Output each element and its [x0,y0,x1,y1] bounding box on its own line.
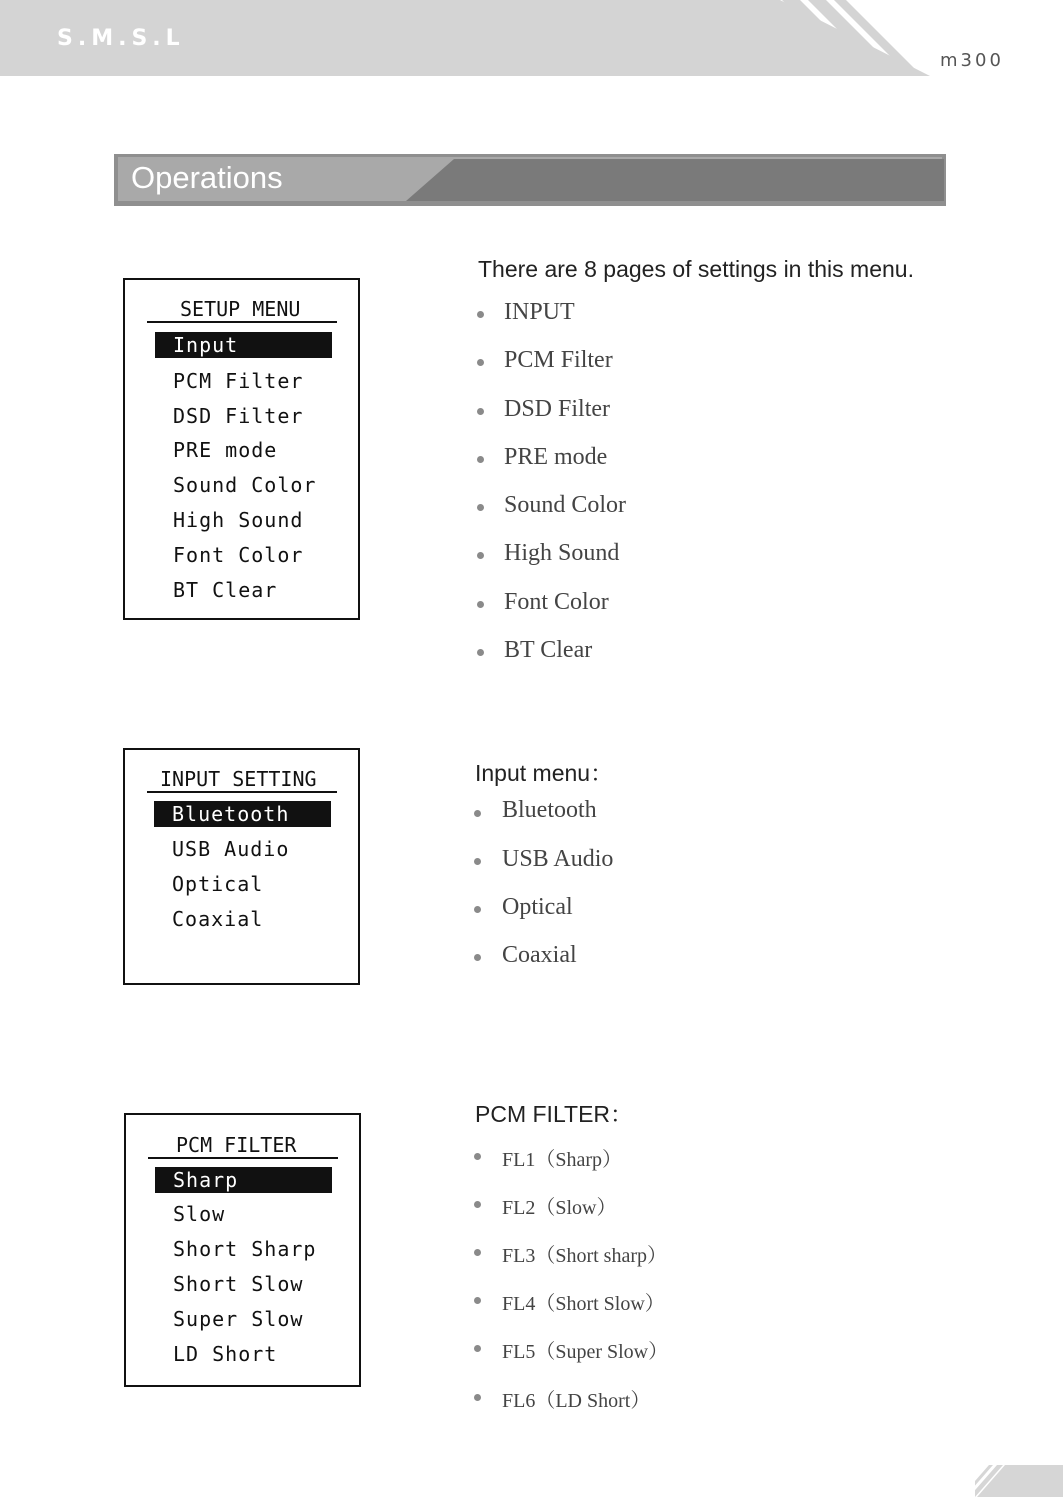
section-title: Operations [131,160,283,195]
pcm-filter-screen [124,1113,361,1387]
setup-menu-screen [123,278,360,620]
setup-menu-item: DSD Filter [173,404,304,428]
pcm-filter-item: Slow [173,1202,226,1226]
pcm-filter-item: Short Sharp [173,1237,317,1261]
setup-menu-item: High Sound [173,508,304,532]
brand-logo: S.M.S.L [57,26,185,51]
input-setting-screen [123,748,360,985]
setup-menu-item: Input [155,332,332,358]
setup-menu-item: PRE mode [173,438,278,462]
setup-list-item: Font Color [504,589,609,615]
pcm-list-item: FL4（Short Slow） [502,1293,665,1315]
setup-list-item: PCM Filter [504,347,613,373]
bullet-icon [474,1345,481,1352]
input-list-item: Optical [502,894,573,920]
bullet-icon [474,954,481,961]
bullet-icon [474,1297,481,1304]
model-name: m300 [940,50,1004,71]
pcm-filter-item: Super Slow [173,1307,304,1331]
bullet-icon [474,1201,481,1208]
input-setting-item: Bluetooth [154,801,331,827]
pcm-list-item: FL3（Short sharp） [502,1245,667,1267]
pcm-filter-title: PCM FILTER [176,1133,297,1157]
input-intro: Input menu： [475,760,614,786]
pcm-list-item: FL6（LD Short） [502,1390,651,1412]
setup-list-item: Sound Color [504,492,627,518]
bullet-icon [477,408,484,415]
bullet-icon [474,1394,481,1401]
bullet-icon [477,552,484,559]
bullet-icon [474,1249,481,1256]
input-setting-item: Coaxial [172,907,264,931]
bullet-icon [477,504,484,511]
setup-menu-item: BT Clear [173,578,278,602]
pcm-list-item: FL2（Slow） [502,1197,617,1219]
setup-list-item: PRE mode [504,444,608,470]
pcm-filter-item: LD Short [173,1342,278,1366]
setup-list-item: INPUT [504,299,575,325]
setup-menu-item: Font Color [173,543,304,567]
bullet-icon [477,649,484,656]
setup-menu-item: Sound Color [173,473,317,497]
setup-list-item: DSD Filter [504,396,611,422]
input-list-item: Bluetooth [502,797,597,823]
setup-list-item: BT Clear [504,637,593,663]
pcm-intro: PCM FILTER： [475,1101,634,1127]
pcm-list-item: FL5（Super Slow） [502,1341,669,1363]
bullet-icon [474,906,481,913]
pcm-filter-rule [148,1157,338,1159]
input-setting-item: Optical [172,872,264,896]
setup-menu-rule [147,321,337,323]
bullet-icon [474,810,481,817]
pcm-filter-item: Sharp [155,1167,332,1193]
corner-decoration [975,1465,1063,1497]
setup-menu-title: SETUP MENU [180,297,301,321]
input-list-item: USB Audio [502,846,614,872]
input-setting-item: USB Audio [172,837,290,861]
bullet-icon [477,601,484,608]
setup-list-item: High Sound [504,540,620,566]
bullet-icon [474,1153,481,1160]
bullet-icon [474,858,481,865]
bullet-icon [477,456,484,463]
setup-intro: There are 8 pages of settings in this menu. [478,256,914,282]
input-setting-rule [147,791,337,793]
input-setting-title: INPUT SETTING [160,767,317,791]
setup-menu-item: PCM Filter [173,369,304,393]
bullet-icon [477,359,484,366]
pcm-list-item: FL1（Sharp） [502,1149,622,1171]
input-list-item: Coaxial [502,942,577,968]
bullet-icon [477,311,484,318]
pcm-filter-item: Short Slow [173,1272,304,1296]
